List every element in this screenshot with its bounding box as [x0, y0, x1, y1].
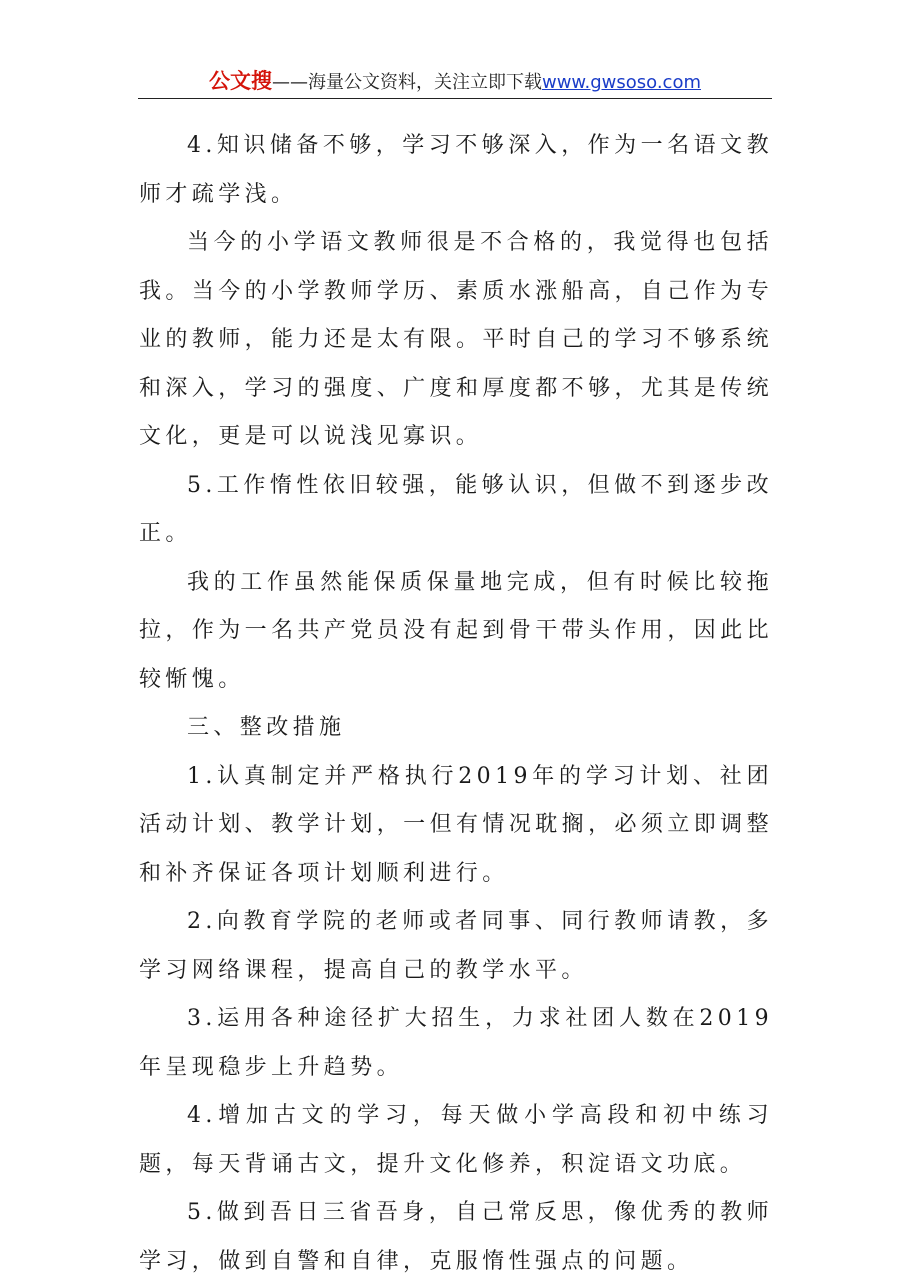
paragraph: 我的工作虽然能保质保量地完成，但有时候比较拖拉，作为一名共产党员没有起到骨干带头作用，因此比较惭愧。	[139, 569, 773, 692]
document-body	[139, 122, 773, 1286]
site-link[interactable]: www.gwsoso.com	[541, 72, 701, 93]
paragraph: 2.向教育学院的老师或者同事、同行教师请教，多学习网络课程，提高自己的教学水平。	[139, 909, 773, 983]
page-header	[138, 66, 772, 99]
paragraph: 4.增加古文的学习，每天做小学高段和初中练习题，每天背诵古文，提升文化修养，积淀语文功底。	[139, 1103, 773, 1177]
header-tagline: ——海量公文资料，关注立即下载	[271, 72, 542, 93]
brand-logo: 公文搜	[208, 69, 272, 93]
paragraph: 3.运用各种途径扩大招生，力求社团人数在2019年呈现稳步上升趋势。	[139, 1006, 773, 1080]
paragraph: 5.工作惰性依旧较强，能够认识，但做不到逐步改正。	[139, 472, 773, 546]
section-heading: 三、整改措施	[187, 715, 346, 740]
paragraph: 5.做到吾日三省吾身，自己常反思，像优秀的教师学习，做到自警和自律，克服惰性强点的问题。	[139, 1200, 773, 1274]
paragraph: 当今的小学语文教师很是不合格的，我觉得也包括我。当今的小学教师学历、素质水涨船高，自己作为专业的教师，能力还是太有限。平时自己的学习不够系统和深入，学习的强度、广度和厚度都不够，尤其是传统文化，更是可以说浅见寡识。	[139, 230, 773, 449]
paragraph: 4.知识储备不够，学习不够深入，作为一名语文教师才疏学浅。	[139, 133, 773, 207]
paragraph: 1.认真制定并严格执行2019年的学习计划、社团活动计划、教学计划，一但有情况耽搁，必须立即调整和补齐保证各项计划顺利进行。	[139, 763, 773, 886]
